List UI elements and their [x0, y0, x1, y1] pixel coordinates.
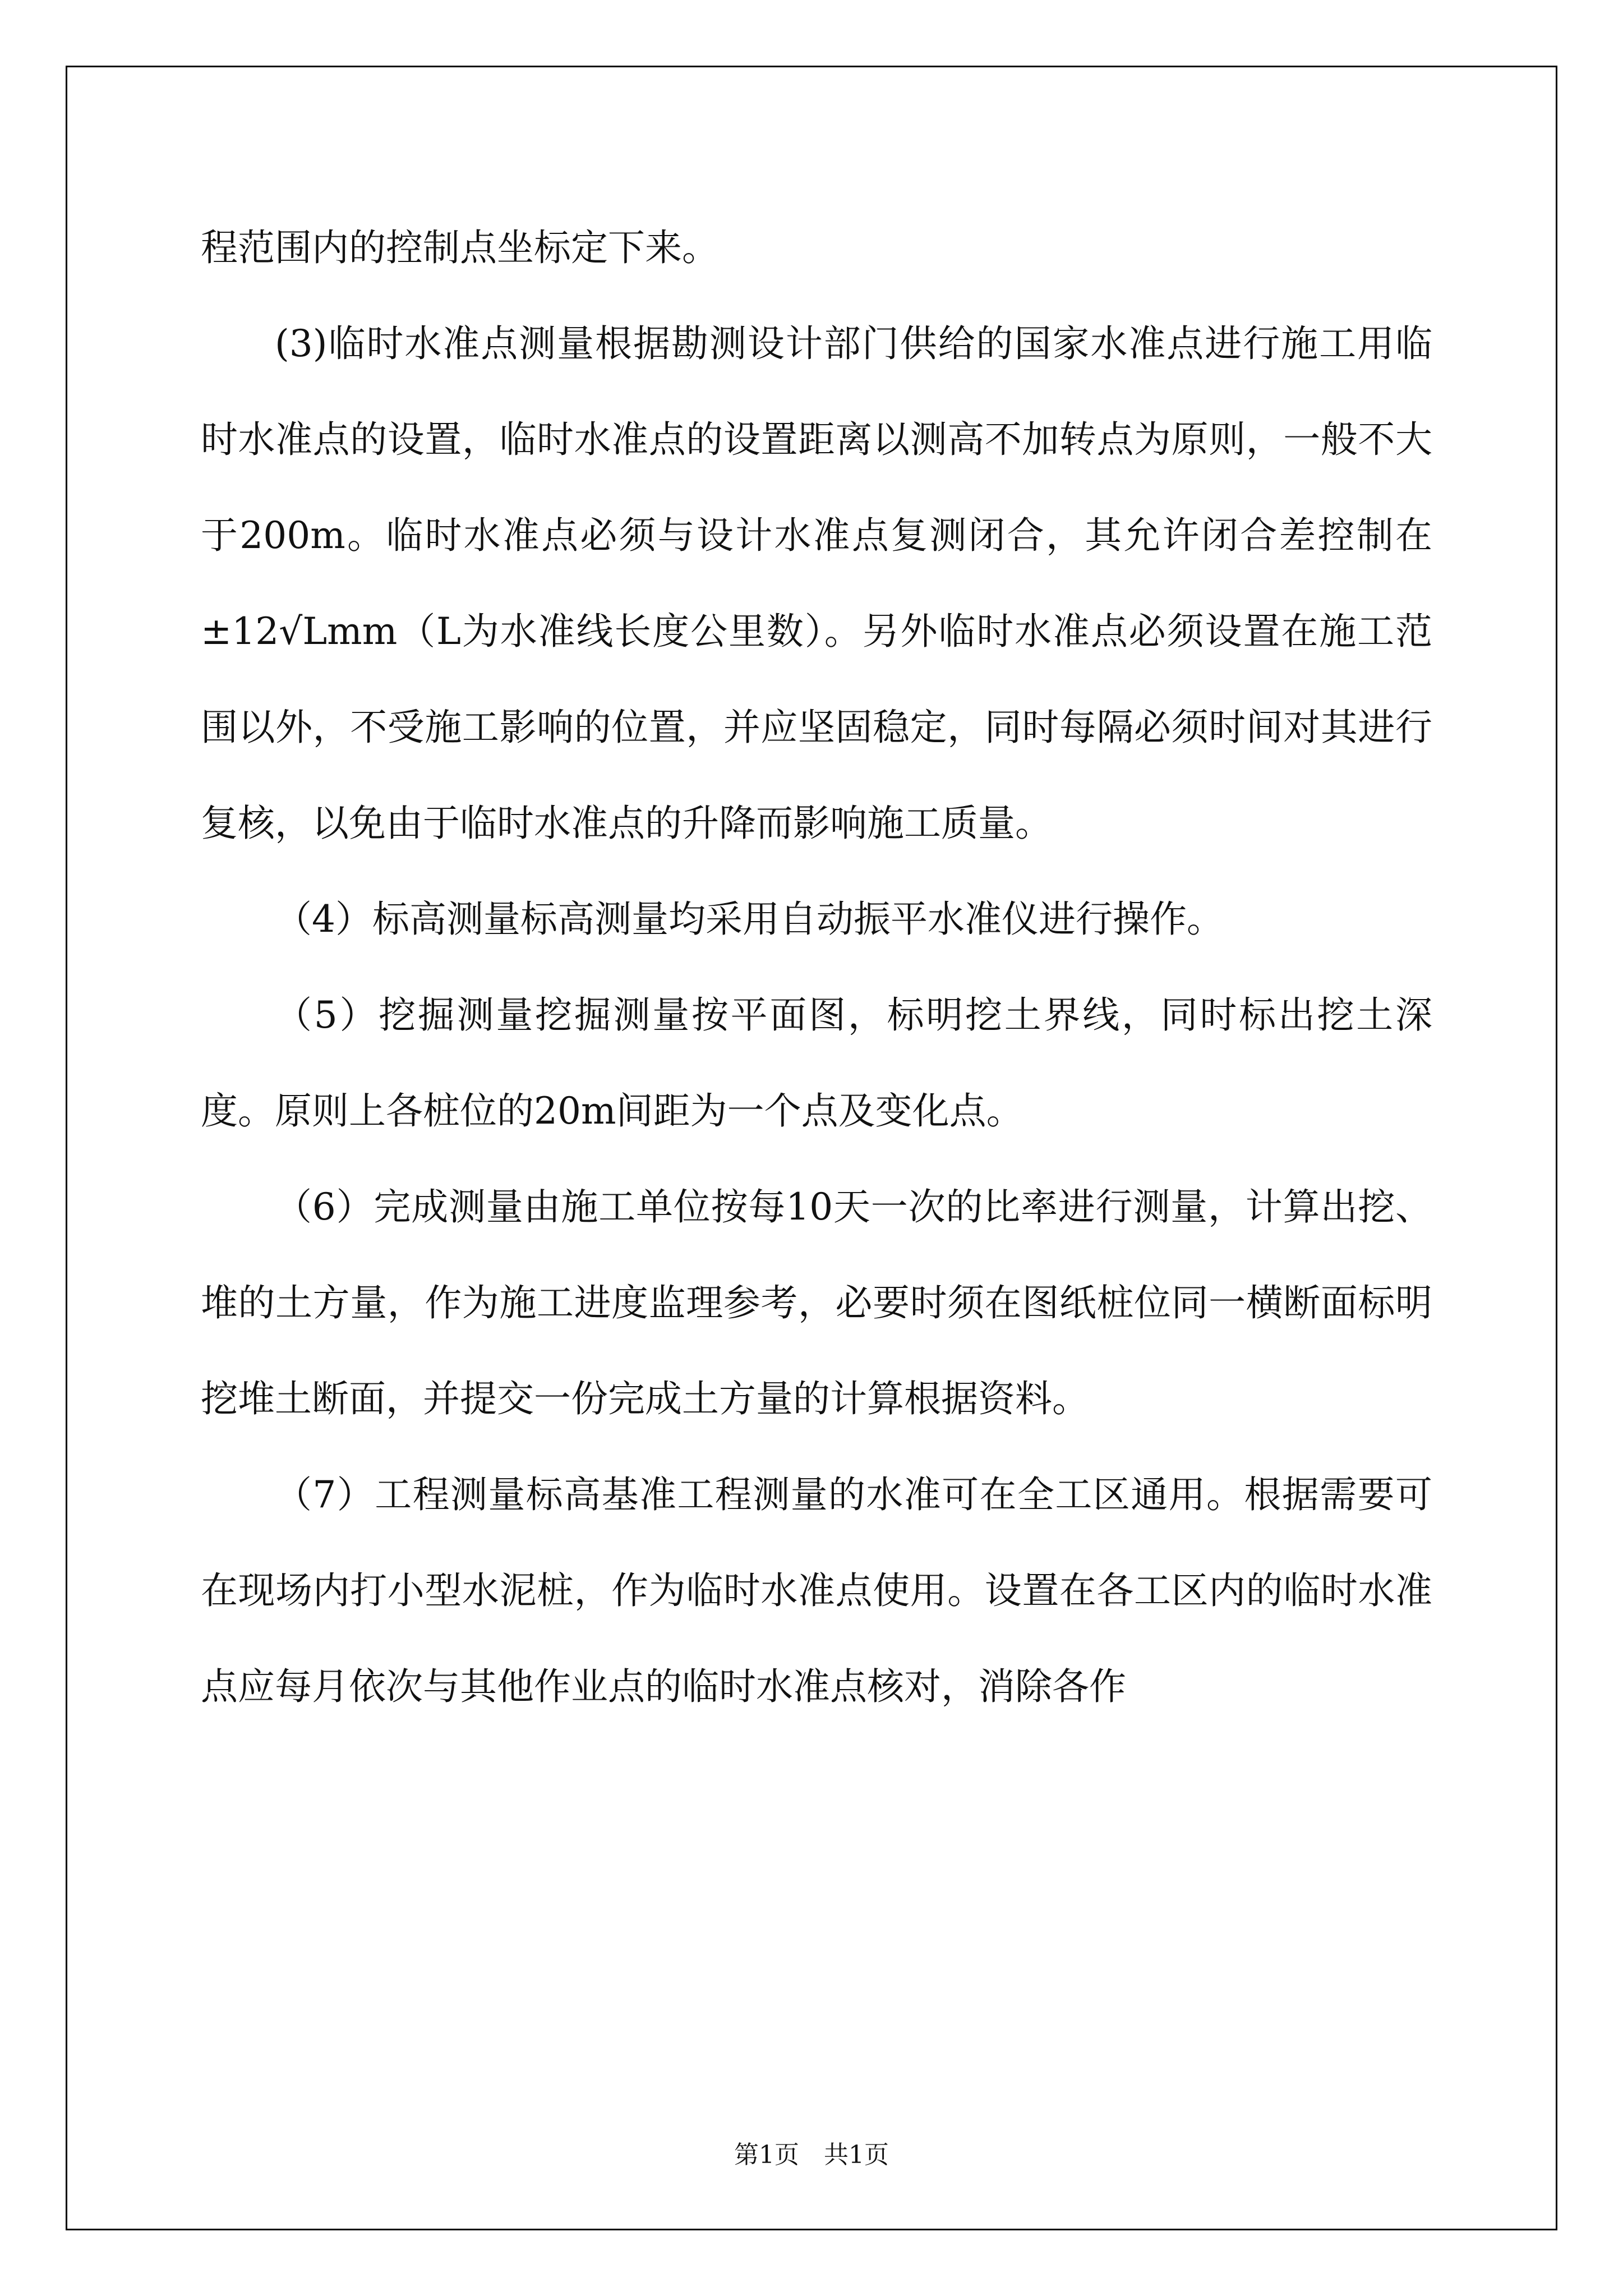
paragraph-2: (3)临时水准点测量根据勘测设计部门供给的国家水准点进行施工用临时水准点的设置，临时水准点的设置距离以测高不加转点为原则，一般不大于200m。临时水准点必须与设计水准点复测闭合，其允许闭合差控制在±12√Lmm（L为水准线长度公里数）。另外临时水准点必须设置在施工范围以外，不受施工影响的位置，并应坚固稳定，同时每隔必须时间对其进行复核，以免由于临时水准点的升降而影响施工质量。 [201, 322, 1432, 845]
paragraph-5: （6）完成测量由施工单位按每10天一次的比率进行测量，计算出挖、堆的土方量，作为施工进度监理参考，必要时须在图纸桩位同一横断面标明挖堆土断面，并提交一份完成土方量的计算根据资料。 [201, 1185, 1432, 1420]
paragraph-6: （7）工程测量标高基准工程测量的水准可在全工区通用。根据需要可在现场内打小型水泥桩，作为临时水准点使用。设置在各工区内的临时水准点应每月依次与其他作业点的临时水准点核对，消除各作 [201, 1473, 1432, 1708]
paragraph-4: （5）挖掘测量挖掘测量按平面图，标明挖土界线，同时标出挖土深度。原则上各桩位的20m间距为一个点及变化点。 [201, 993, 1432, 1133]
paragraph-3: （4）标高测量标高测量均采用自动振平水准仪进行操作。 [275, 898, 1224, 941]
page-footer: 第1页 共1页 [734, 2141, 889, 2169]
document-body [201, 200, 1432, 1734]
paragraph-1: 程范围内的控制点坐标定下来。 [201, 226, 719, 269]
